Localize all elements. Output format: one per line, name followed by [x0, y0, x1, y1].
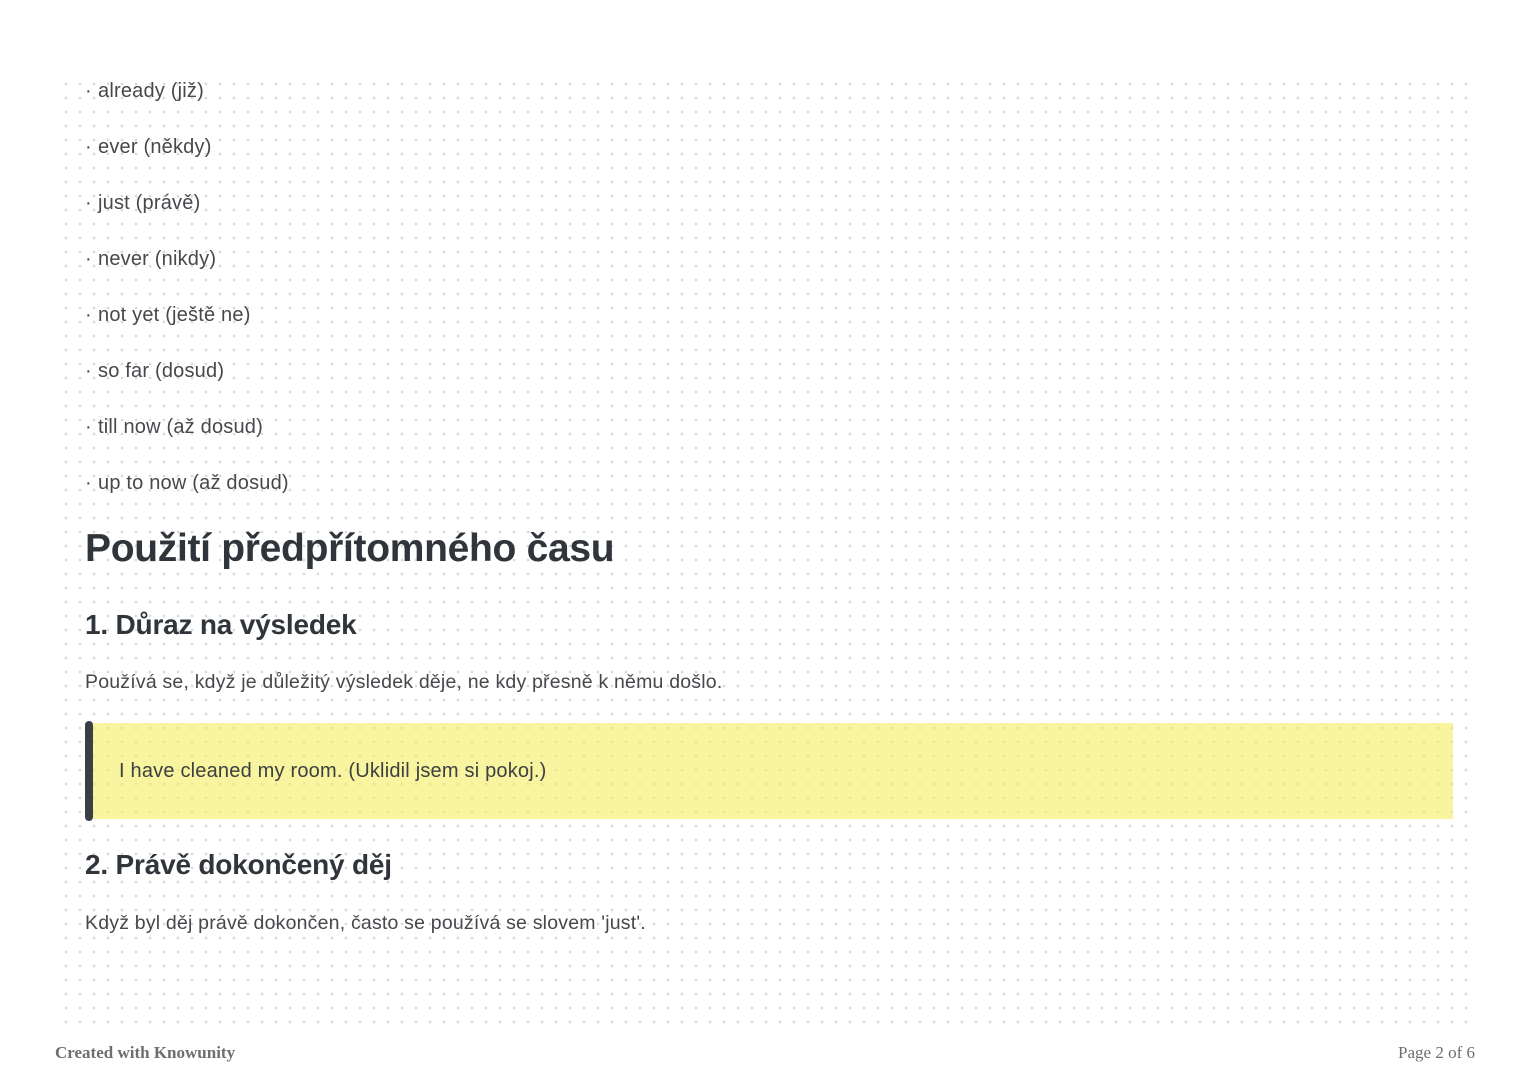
list-item — [85, 413, 1453, 441]
list-item — [85, 77, 1453, 105]
bullet-marker: · — [85, 136, 92, 158]
list-item — [85, 245, 1453, 273]
page-footer — [55, 1043, 1475, 1063]
list-item-text: ever (někdy) — [98, 136, 212, 158]
section-title: Použití předpřítomného času — [85, 527, 615, 570]
list-item-text: up to now (až dosud) — [98, 472, 289, 494]
quote-accent-bar — [85, 721, 93, 821]
subsection-heading-1: 1. Důraz na výsledek — [85, 609, 357, 640]
subsection-body-2: Když byl děj právě dokončen, často se používá se slovem 'just'. — [85, 912, 646, 934]
quote-text: I have cleaned my room. (Uklidil jsem si pokoj.) — [119, 759, 547, 782]
list-item-text: so far (dosud) — [98, 360, 225, 382]
bullet-marker: · — [85, 304, 92, 326]
bullet-marker: · — [85, 192, 92, 214]
example-quote — [85, 723, 1453, 819]
adverb-list — [85, 77, 1453, 497]
list-item — [85, 301, 1453, 329]
subsection-heading-2: 2. Právě dokončený děj — [85, 849, 392, 880]
list-item-text: not yet (ještě ne) — [98, 304, 251, 326]
bullet-marker: · — [85, 472, 92, 494]
footer-branding: Created with Knowunity — [55, 1043, 236, 1062]
list-item-text: till now (až dosud) — [98, 416, 263, 438]
list-item — [85, 357, 1453, 385]
quote-highlight — [93, 723, 1453, 819]
list-item — [85, 189, 1453, 217]
bullet-marker: · — [85, 80, 92, 102]
list-item — [85, 469, 1453, 497]
list-item — [85, 133, 1453, 161]
bullet-marker: · — [85, 416, 92, 438]
list-item-text: already (již) — [98, 80, 204, 102]
subsection-body-1: Používá se, když je důležitý výsledek děje, ne kdy přesně k němu došlo. — [85, 671, 723, 693]
footer-page-number: Page 2 of 6 — [1398, 1043, 1475, 1062]
bullet-marker: · — [85, 248, 92, 270]
list-item-text: never (nikdy) — [98, 248, 217, 270]
bullet-marker: · — [85, 360, 92, 382]
list-item-text: just (právě) — [98, 192, 201, 214]
notebook-page — [57, 75, 1470, 1030]
